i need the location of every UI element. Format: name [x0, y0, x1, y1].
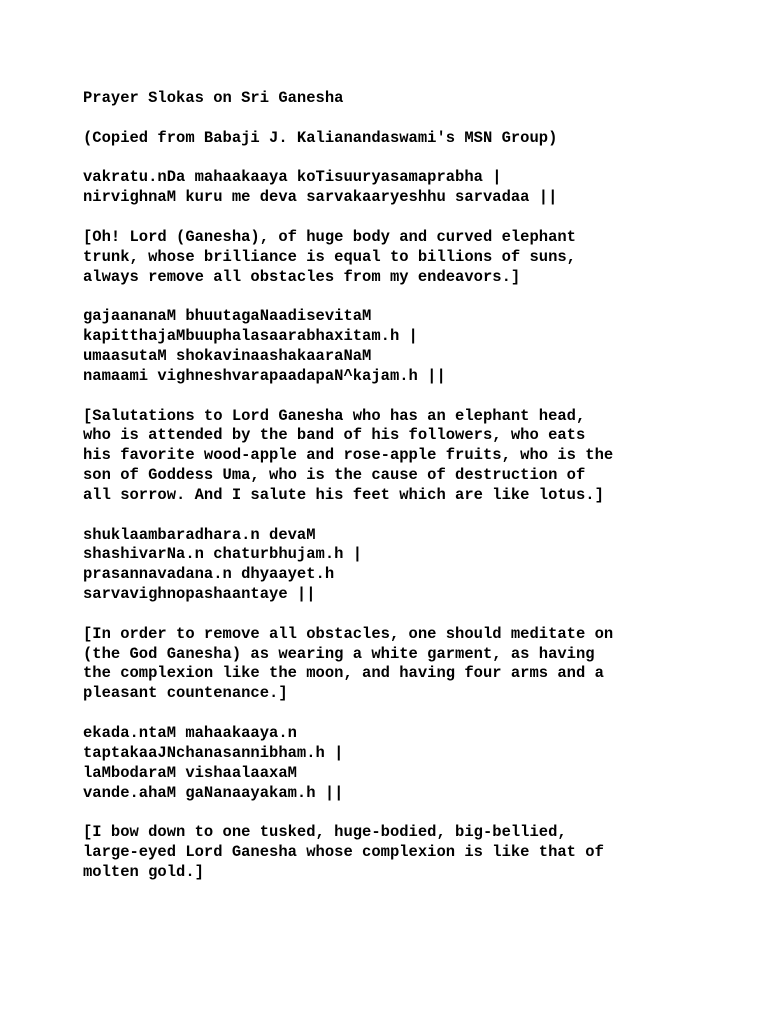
sloka-line: umaasutaM shokavinaashakaaraNaM [83, 346, 372, 365]
sloka-2 [83, 307, 743, 386]
translation-line: always remove all obstacles from my endeavors.] [83, 267, 521, 286]
document-page [83, 89, 743, 883]
sloka-4 [83, 724, 743, 803]
translation-3 [83, 625, 743, 704]
sloka-line: shuklaambaradhara.n devaM [83, 525, 316, 544]
translation-line: the complexion like the moon, and having four arms and a [83, 664, 604, 683]
translation-line: molten gold.] [83, 862, 204, 881]
spacer [83, 387, 743, 407]
sloka-line: ekada.ntaM mahaakaaya.n [83, 724, 297, 742]
sloka-line: shashivarNa.n chaturbhujam.h | [83, 545, 363, 564]
translation-line: son of Goddess Uma, who is the cause of destruction of [83, 466, 586, 485]
translation-4 [83, 823, 743, 883]
translation-line: pleasant countenance.] [83, 684, 288, 703]
spacer [83, 605, 743, 625]
translation-line: (the God Ganesha) as wearing a white garment, as having [83, 644, 595, 663]
translation-line: [Salutations to Lord Ganesha who has an elephant head, [83, 406, 586, 425]
translation-1 [83, 228, 743, 288]
sloka-3 [83, 526, 743, 605]
spacer [83, 704, 743, 724]
translation-line: [Oh! Lord (Ganesha), of huge body and curved elephant [83, 227, 576, 246]
translation-line: trunk, whose brilliance is equal to billions of suns, [83, 247, 576, 266]
translation-line: [In order to remove all obstacles, one should meditate on [83, 624, 614, 643]
sloka-line: vakratu.nDa mahaakaaya koTisuuryasamaprabha | [83, 168, 502, 187]
translation-2 [83, 407, 743, 506]
sloka-line: prasannavadana.n dhyaayet.h [83, 565, 335, 584]
sloka-line: gajaananaM bhuutagaNaadisevitaM [83, 307, 372, 326]
spacer [83, 287, 743, 307]
sloka-1 [83, 168, 743, 208]
translation-line: his favorite wood-apple and rose-apple fruits, who is the [83, 446, 614, 465]
spacer [83, 803, 743, 823]
spacer [83, 109, 743, 129]
source-note: (Copied from Babaji J. Kalianandaswami's MSN Group) [83, 128, 558, 147]
sloka-line: kapitthajaMbuuphalasaarabhaxitam.h | [83, 327, 418, 346]
sloka-line: vande.ahaM gaNanaayakam.h || [83, 783, 344, 802]
sloka-line: namaami vighneshvarapaadapaN^kajam.h || [83, 366, 446, 385]
sloka-line: nirvighnaM kuru me deva sarvakaaryeshhu sarvadaa || [83, 188, 558, 207]
spacer [83, 208, 743, 228]
translation-line: large-eyed Lord Ganesha whose complexion is like that of [83, 843, 604, 862]
translation-line: who is attended by the band of his followers, who eats [83, 426, 586, 445]
sloka-line: taptakaaJNchanasannibham.h | [83, 743, 344, 762]
translation-line: all sorrow. And I salute his feet which are like lotus.] [83, 485, 604, 504]
spacer [83, 149, 743, 169]
sloka-line: sarvavighnopashaantaye || [83, 585, 316, 604]
translation-line: [I bow down to one tusked, huge-bodied, big-bellied, [83, 823, 567, 842]
sloka-line: laMbodaraM vishaalaaxaM [83, 763, 297, 782]
document-title: Prayer Slokas on Sri Ganesha [83, 89, 344, 107]
spacer [83, 506, 743, 526]
